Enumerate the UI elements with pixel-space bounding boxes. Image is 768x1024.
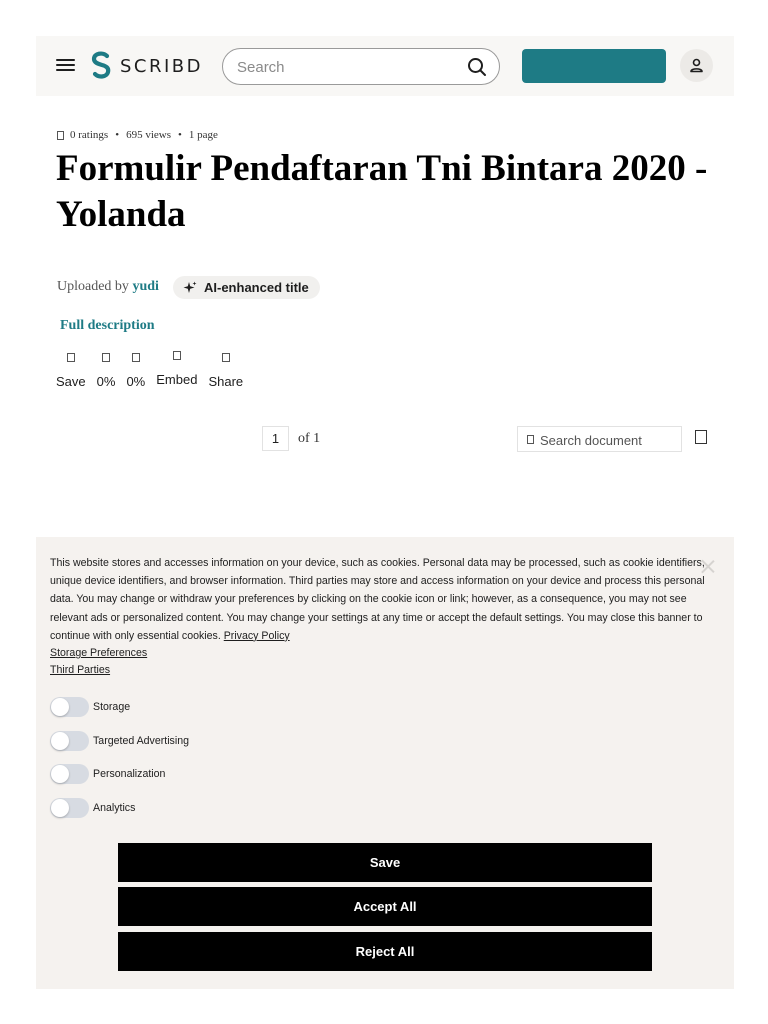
document-stats: [57, 129, 218, 141]
share-icon: [222, 353, 230, 362]
fullscreen-icon[interactable]: [695, 430, 707, 444]
ai-enhanced-badge: [173, 276, 320, 299]
toggle-row-targeted-advertising: [50, 731, 189, 751]
embed-action[interactable]: [156, 351, 197, 389]
menu-icon[interactable]: [56, 58, 75, 72]
storage-toggle[interactable]: [50, 697, 89, 717]
separator: •: [177, 129, 182, 141]
storage-preferences-link[interactable]: Storage Preferences: [50, 647, 148, 659]
share-label: Share: [208, 374, 244, 389]
views-count: 695 views: [126, 129, 171, 141]
document-search: [517, 426, 682, 452]
dislike-action[interactable]: [126, 351, 145, 389]
toggle-label: Personalization: [93, 768, 166, 780]
save-label: Save: [56, 374, 86, 389]
cookie-links: [50, 645, 147, 678]
star-icon: [57, 131, 64, 140]
search-box: [222, 48, 500, 85]
search-icon: [527, 435, 534, 444]
embed-icon: [173, 351, 181, 360]
ratings-count: 0 ratings: [70, 129, 109, 141]
share-action[interactable]: [208, 351, 243, 389]
embed-label: Embed: [156, 372, 198, 387]
uploader-link[interactable]: yudi: [132, 279, 159, 294]
thumbs-up-icon: [102, 353, 110, 362]
save-button[interactable]: Save: [118, 843, 652, 882]
uploaded-by-label: Uploaded by: [57, 279, 129, 294]
cookie-notice-body: This website stores and accesses information on your device, such as cookies. Personal data may be processed, such as cookie identifiers, unique device identifiers, and browser information. Third parties may store and access information on your device and process this personal data. You may change or withdraw your preferences by clicking on the cookie icon or link; however, as a consequence, you may not see relevant ads or personalized content. You may change your settings at any time or accept the default settings. You may close this banner to continue with only essential cookies.: [50, 557, 705, 642]
scribd-logo[interactable]: [90, 51, 203, 81]
page-number-input[interactable]: 1: [262, 426, 289, 451]
third-parties-link[interactable]: Third Parties: [50, 663, 111, 676]
account-button[interactable]: [680, 49, 713, 82]
cookie-notice-text: [50, 554, 720, 645]
cta-button[interactable]: [522, 49, 666, 83]
toggle-label: Analytics: [93, 802, 136, 814]
personalization-toggle[interactable]: [50, 764, 89, 784]
like-percent: 0%: [96, 374, 116, 389]
full-description-link[interactable]: Full description: [60, 318, 155, 333]
bookmark-icon: [67, 353, 75, 362]
page-navigator: [262, 426, 320, 451]
toggle-row-personalization: [50, 764, 165, 784]
ai-badge-label: AI-enhanced title: [204, 280, 309, 295]
analytics-toggle[interactable]: [50, 798, 89, 818]
logo-text: SCRIBD: [120, 55, 204, 77]
toggle-row-analytics: [50, 798, 135, 818]
save-action[interactable]: [56, 351, 86, 389]
reject-all-button[interactable]: Reject All: [118, 932, 652, 971]
toggle-label: Targeted Advertising: [93, 735, 189, 747]
scribd-logo-icon: [90, 51, 112, 81]
page-total: of 1: [298, 430, 321, 446]
uploaded-by: [57, 279, 159, 295]
document-title: Formulir Pendaftaran Tni Bintara 2020 - Yolanda: [56, 148, 708, 235]
separator: •: [115, 129, 120, 141]
like-action[interactable]: [97, 351, 116, 389]
search-icon[interactable]: [467, 57, 487, 77]
dislike-percent: 0%: [126, 374, 146, 389]
toggle-label: Storage: [93, 701, 131, 713]
thumbs-down-icon: [132, 353, 140, 362]
targeted-advertising-toggle[interactable]: [50, 731, 89, 751]
document-search-input[interactable]: [540, 431, 676, 449]
site-header: [36, 36, 734, 96]
user-icon: [688, 57, 705, 74]
accept-all-button[interactable]: Accept All: [118, 887, 652, 926]
page-count: 1 page: [188, 129, 218, 141]
privacy-policy-link[interactable]: Privacy Policy: [223, 629, 290, 642]
cookie-banner: [36, 537, 734, 989]
sparkle-icon: [183, 281, 197, 295]
document-actions: [56, 351, 254, 389]
toggle-row-storage: [50, 697, 130, 717]
search-input[interactable]: [237, 57, 457, 77]
